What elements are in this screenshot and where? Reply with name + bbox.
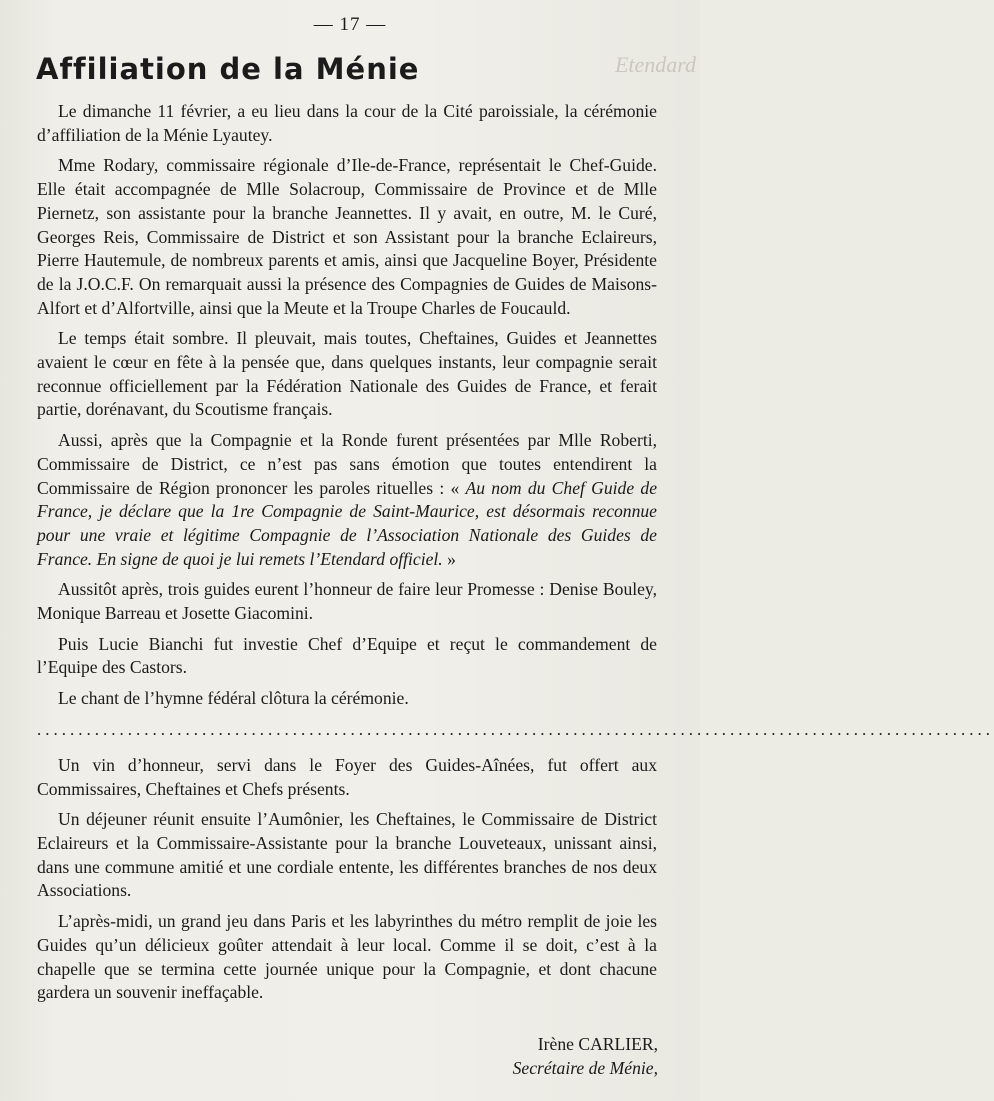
dotted-separator: .................................................................................................................... [37, 719, 994, 739]
article-body [37, 100, 994, 1012]
paragraph: Le temps était sombre. Il pleuvait, mais toutes, Cheftaines, Guides et Jeannettes avaient le cœur en fête à la pensée que, dans quelques instants, leur compagnie serait reconnue officiellement par la Fédération Nationale des Guides de France, et ferait partie, dorénavant, du Scoutisme français. [37, 328, 657, 420]
ritual-close: » [442, 548, 456, 569]
ritual-quote: Au nom du Chef Guide de France, je déclare que la 1re Compagnie de Saint-Maurice, est désormais reconnue pour une vraie et légitime Compagnie de l’Association Nationale des Guides de France. En signe de quoi je lui remets l’Etendard officiel. [37, 477, 658, 569]
paragraph: Mme Rodary, commissaire régionale d’Ile-de-France, représentait le Chef-Guide. Elle était accompagnée de Mlle Solacroup, Commissaire de Province et de Mlle Piernetz, son assistante pour la branche Jeannettes. Il y avait, en outre, M. le Curé, Georges Reis, Commissaire de District et son Assistant pour la branche Eclaireurs, Pierre Hautemule, de nombreux parents et amis, ainsi que Jacqueline Boyer, Présidente de la J.O.C.F. On remarquait aussi la présence des Compagnies de Guides de Maisons-Alfort et d’Alfortville, ainsi que la Meute et la Troupe Charles de Foucauld. [37, 155, 657, 318]
ritual-intro: Aussi, après que la Compagnie et la Ronde furent présentées par Mlle Roberti, Commissaire de District, ce n’est pas sans émotion que toutes entendirent la Commissaire de Région prononcer les paroles rituelles : « [37, 430, 657, 498]
signature-role: Secrétaire de Ménie, [512, 1058, 658, 1078]
paragraph: Aussitôt après, trois guides eurent l’honneur de faire leur Promesse : Denise Bouley, Monique Barreau et Josette Giacomini. [37, 579, 657, 624]
paragraph: Un déjeuner réunit ensuite l’Aumônier, les Cheftaines, le Commissaire de District Eclaireurs et la Commissaire-Assistante pour la branche Louveteaux, unissant ainsi, dans une commune amitié et une cordiale entente, les différentes branches de nos deux Associations. [37, 809, 657, 901]
page-number: — 17 — [313, 14, 387, 35]
paragraph: Puis Lucie Bianchi fut investie Chef d’Equipe et reçut le commandement de l’Equipe des Castors. [37, 633, 657, 678]
paragraph: L’après-midi, un grand jeu dans Paris et les labyrinthes du métro remplit de joie les Guides qu’un délicieux goûter attendait à leur local. Comme il se doit, c’est à la chapelle que se termina cette journée unique pour la Compagnie, et dont chacune gardera un souvenir ineffaçable. [37, 911, 657, 1003]
article-title: Affiliation de la Ménie [36, 52, 420, 86]
bleed-through-text: Etendard [614, 52, 696, 77]
paragraph: Le dimanche 11 février, a eu lieu dans la cour de la Cité paroissiale, la cérémonie d’affiliation de la Ménie Lyautey. [37, 101, 657, 145]
signature-block [513, 1032, 658, 1080]
paragraph: Un vin d’honneur, servi dans le Foyer des Guides-Aînées, fut offert aux Commissaires, Cheftaines et Chefs présents. [37, 754, 657, 799]
signature-name: Irène CARLIER, [537, 1034, 658, 1054]
paragraph: Le chant de l’hymne fédéral clôtura la cérémonie. [58, 688, 409, 709]
paragraph-ritual [37, 429, 657, 571]
